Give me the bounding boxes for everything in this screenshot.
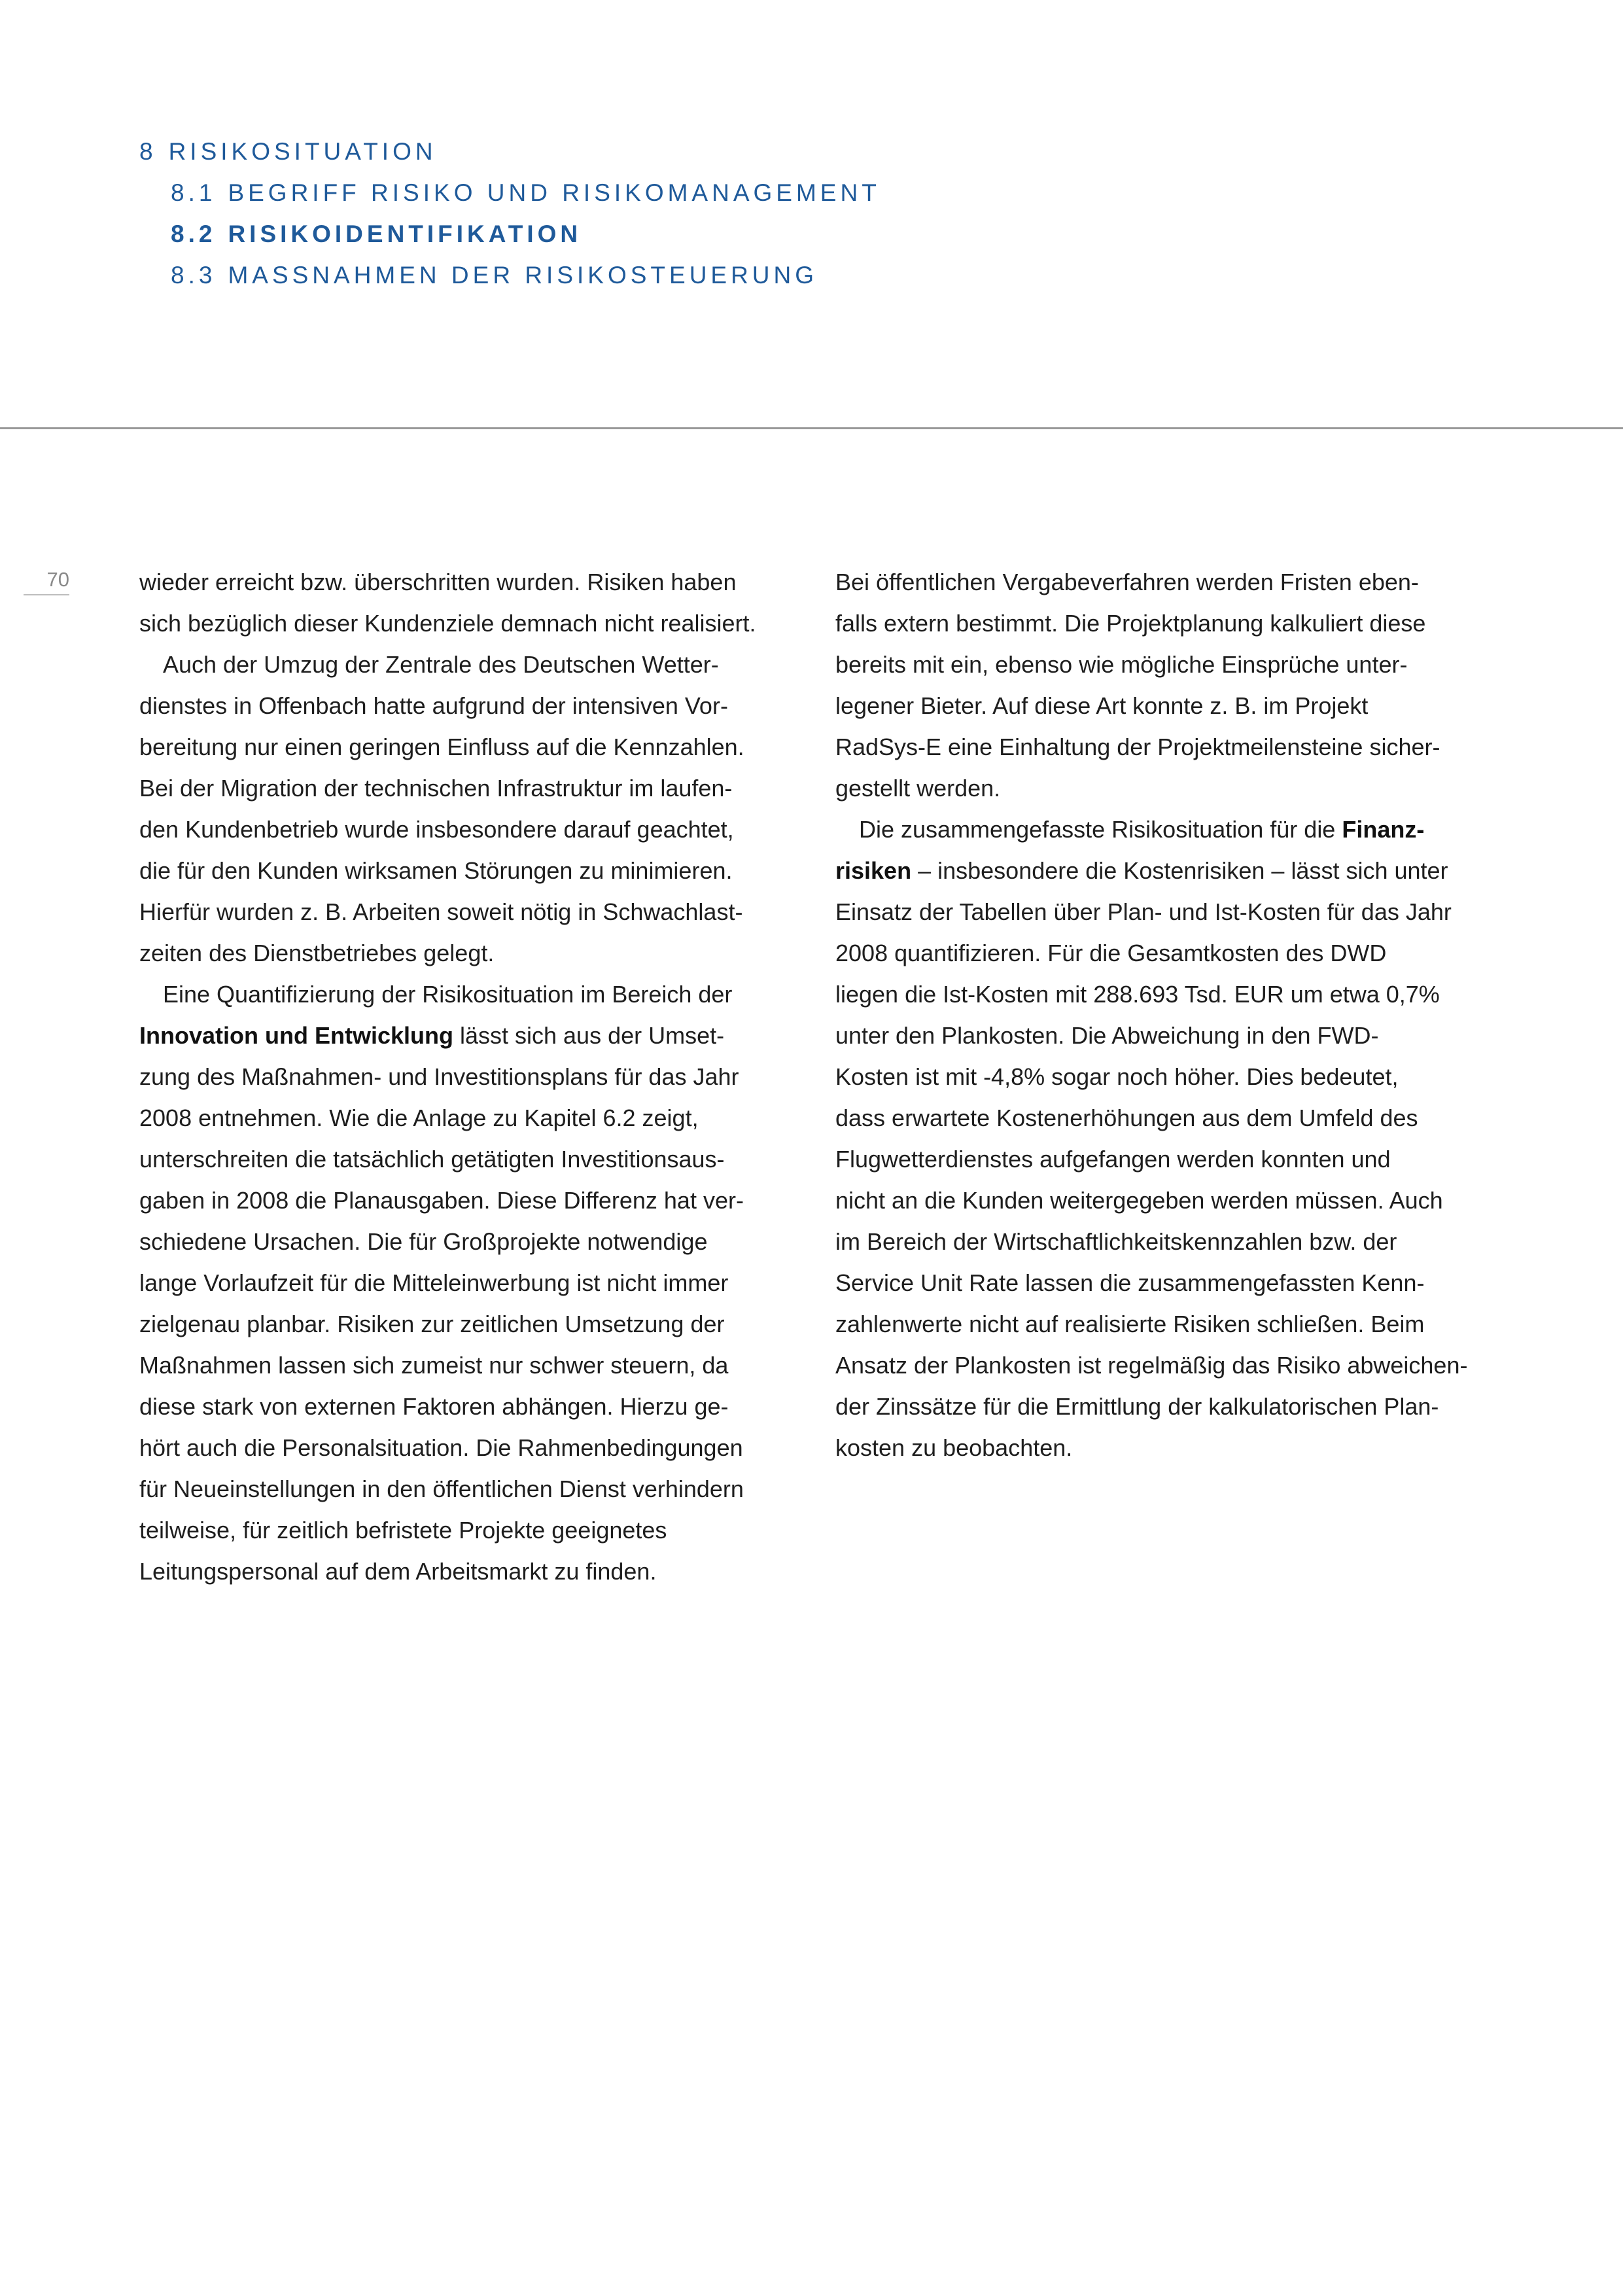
text-line: hört auch die Personalsituation. Die Rahmenbedingungen xyxy=(139,1434,743,1461)
left-text-column xyxy=(139,561,794,1592)
text-line: Hierfür wurden z. B. Arbeiten soweit nötig in Schwachlast- xyxy=(139,898,743,925)
page-number: 70 xyxy=(24,567,69,595)
text-span: lässt sich aus der Umset- xyxy=(453,1022,725,1049)
text-line: diese stark von externen Faktoren abhängen. Hierzu ge- xyxy=(139,1393,729,1420)
text-line: kosten zu beobachten. xyxy=(835,1434,1073,1461)
toc-item-title: BEGRIFF RISIKO UND RISIKOMANAGEMENT xyxy=(228,179,881,206)
text-line: zung des Maßnahmen- und Investitionsplans für das Jahr xyxy=(139,1063,739,1090)
text-line: unter den Plankosten. Die Abweichung in den FWD- xyxy=(835,1022,1379,1049)
text-line: im Bereich der Wirtschaftlichkeitskennzahlen bzw. der xyxy=(835,1228,1397,1255)
toc-item-8-1[interactable] xyxy=(139,172,881,213)
right-text-column xyxy=(835,561,1490,1468)
toc-item-number: 8.3 xyxy=(171,262,217,289)
toc-chapter-title: RISIKOSITUATION xyxy=(168,138,437,165)
text-line: sich bezüglich dieser Kundenziele demnach nicht realisiert. xyxy=(139,610,756,637)
paragraph-start-line: Auch der Umzug der Zentrale des Deutschen Wetter- xyxy=(163,651,719,678)
text-line: 2008 entnehmen. Wie die Anlage zu Kapitel 6.2 zeigt, xyxy=(139,1104,699,1131)
bold-term: Innovation und Entwicklung xyxy=(139,1022,453,1049)
text-line: den Kundenbetrieb wurde insbesondere darauf geachtet, xyxy=(139,816,734,843)
text-line: Ansatz der Plankosten ist regelmäßig das Risiko abweichen- xyxy=(835,1352,1468,1379)
toc-item-title: RISIKOIDENTIFIKATION xyxy=(228,221,582,247)
text-line: Kosten ist mit -4,8% sogar noch höher. Dies bedeutet, xyxy=(835,1063,1399,1090)
text-line: zeiten des Dienstbetriebes gelegt. xyxy=(139,940,495,966)
text-line: der Zinssätze für die Ermittlung der kalkulatorischen Plan- xyxy=(835,1393,1439,1420)
toc-item-8-3[interactable] xyxy=(139,255,881,296)
toc-item-8-2-current[interactable] xyxy=(139,213,881,255)
text-line-with-bold xyxy=(835,850,1490,891)
header-divider xyxy=(0,427,1623,429)
text-line: gaben in 2008 die Planausgaben. Diese Differenz hat ver- xyxy=(139,1187,744,1214)
text-line: schiedene Ursachen. Die für Großprojekte notwendige xyxy=(139,1228,708,1255)
text-line: bereitung nur einen geringen Einfluss auf die Kennzahlen. xyxy=(139,733,744,760)
toc-item-number: 8.1 xyxy=(171,179,217,206)
text-line: zielgenau planbar. Risiken zur zeitlichen Umsetzung der xyxy=(139,1311,725,1337)
text-span: Die zusammengefasste Risikosituation für die xyxy=(859,816,1342,843)
text-line: Maßnahmen lassen sich zumeist nur schwer steuern, da xyxy=(139,1352,729,1379)
text-line: Einsatz der Tabellen über Plan- und Ist-Kosten für das Jahr xyxy=(835,898,1452,925)
text-line: 2008 quantifizieren. Für die Gesamtkosten des DWD xyxy=(835,940,1387,966)
text-line: wieder erreicht bzw. überschritten wurden. Risiken haben xyxy=(139,569,737,595)
text-line-with-bold xyxy=(139,1015,794,1056)
text-line: Bei der Migration der technischen Infrastruktur im laufen- xyxy=(139,775,733,802)
bold-term: Finanz- xyxy=(1342,816,1425,843)
text-line: Bei öffentlichen Vergabeverfahren werden Fristen eben- xyxy=(835,569,1419,595)
toc-item-title: MASSNAHMEN DER RISIKOSTEUERUNG xyxy=(228,262,818,289)
text-line: nicht an die Kunden weitergegeben werden müssen. Auch xyxy=(835,1187,1443,1214)
text-line: Flugwetterdienstes aufgefangen werden konnten und xyxy=(835,1146,1391,1173)
bold-term: risiken xyxy=(835,857,912,884)
toc-chapter-number: 8 xyxy=(139,138,157,165)
paragraph-start-line-with-bold xyxy=(835,809,1490,850)
text-line: für Neueinstellungen in den öffentlichen Dienst verhindern xyxy=(139,1475,744,1502)
toc-chapter[interactable] xyxy=(139,131,881,172)
text-line: RadSys-E eine Einhaltung der Projektmeilensteine sicher- xyxy=(835,733,1440,760)
text-line: Service Unit Rate lassen die zusammengefassten Kenn- xyxy=(835,1269,1425,1296)
toc-item-number: 8.2 xyxy=(171,221,217,247)
text-line: liegen die Ist-Kosten mit 288.693 Tsd. EUR um etwa 0,7% xyxy=(835,981,1440,1008)
text-line: die für den Kunden wirksamen Störungen zu minimieren. xyxy=(139,857,733,884)
text-line: falls extern bestimmt. Die Projektplanung kalkuliert diese xyxy=(835,610,1426,637)
paragraph-start-line: Eine Quantifizierung der Risikosituation im Bereich der xyxy=(163,981,733,1008)
text-line: bereits mit ein, ebenso wie mögliche Einsprüche unter- xyxy=(835,651,1408,678)
text-line: gestellt werden. xyxy=(835,775,1001,802)
text-line: Leitungspersonal auf dem Arbeitsmarkt zu finden. xyxy=(139,1558,657,1585)
text-line: zahlenwerte nicht auf realisierte Risiken schließen. Beim xyxy=(835,1311,1425,1337)
text-line: dass erwartete Kostenerhöhungen aus dem Umfeld des xyxy=(835,1104,1418,1131)
text-line: legener Bieter. Auf diese Art konnte z. B. im Projekt xyxy=(835,692,1369,719)
text-line: dienstes in Offenbach hatte aufgrund der intensiven Vor- xyxy=(139,692,728,719)
text-line: lange Vorlaufzeit für die Mitteleinwerbung ist nicht immer xyxy=(139,1269,729,1296)
text-line: unterschreiten die tatsächlich getätigten Investitionsaus- xyxy=(139,1146,725,1173)
text-line: teilweise, für zeitlich befristete Projekte geeignetes xyxy=(139,1517,667,1544)
text-span: – insbesondere die Kostenrisiken – lässt sich unter xyxy=(911,857,1448,884)
table-of-contents xyxy=(139,131,881,296)
